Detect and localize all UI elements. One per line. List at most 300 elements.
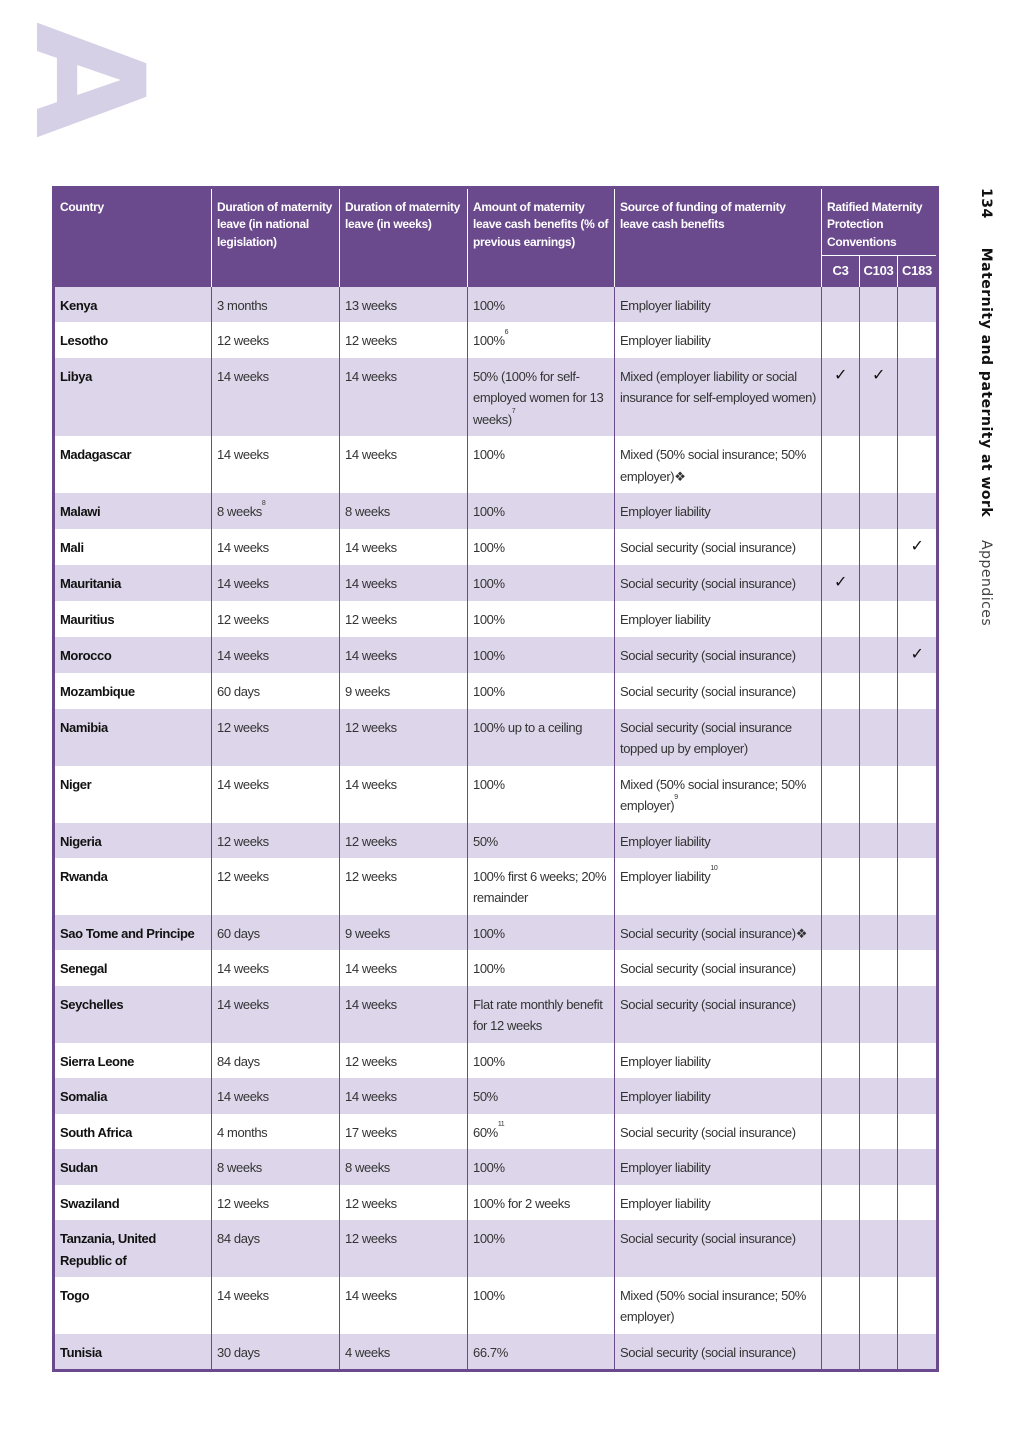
legislation-duration-cell-text: 12 weeks	[217, 869, 269, 884]
c3-ratified-cell	[822, 493, 860, 528]
country-cell-text: Senegal	[60, 961, 108, 977]
funding-source-cell	[615, 1334, 822, 1371]
country-cell	[54, 287, 212, 322]
weeks-duration-cell-text: 14 weeks	[345, 776, 397, 792]
country-cell	[54, 1114, 212, 1149]
footnote-marker: 11	[497, 1120, 505, 1128]
legislation-duration-cell	[212, 1078, 340, 1113]
legislation-duration-cell	[212, 1043, 340, 1078]
table-row	[54, 529, 938, 565]
footnote-marker: 9	[674, 794, 678, 802]
weeks-duration-cell	[340, 493, 468, 528]
weeks-duration-cell-text: 14 weeks	[345, 961, 397, 977]
benefit-amount-cell	[468, 529, 615, 565]
weeks-duration-cell-text: 9 weeks	[345, 684, 390, 700]
benefit-amount-cell-text: Flat rate monthly benefit for 12 weeks	[473, 996, 603, 1034]
country-cell	[54, 601, 212, 636]
c103-ratified-cell	[860, 1043, 898, 1078]
c103-ratified-cell	[860, 1277, 898, 1334]
table-row	[54, 322, 938, 357]
funding-source-cell	[615, 436, 822, 493]
legislation-duration-cell	[212, 601, 340, 636]
weeks-duration-cell	[340, 823, 468, 858]
page-number: 134	[978, 188, 994, 219]
country-cell-text: Morocco	[60, 647, 112, 663]
benefit-amount-cell	[468, 915, 615, 950]
legislation-duration-cell-text: 14 weeks	[217, 996, 269, 1012]
legislation-duration-cell-text: 14 weeks	[217, 1089, 269, 1105]
weeks-duration-cell	[340, 915, 468, 950]
c183-ratified-cell	[898, 493, 938, 528]
country-cell-text: Rwanda	[60, 869, 108, 884]
funding-source-cell-text: Social security (social insurance)	[620, 961, 796, 977]
footnote-marker: 10	[710, 865, 718, 872]
table-row	[54, 823, 938, 858]
country-cell-text: Madagascar	[60, 447, 132, 463]
weeks-duration-cell	[340, 1220, 468, 1277]
c3-ratified-cell	[822, 915, 860, 950]
table-row	[54, 986, 938, 1043]
book-title: Maternity and paternity at work	[978, 247, 994, 518]
c183-ratified-cell	[898, 1220, 938, 1277]
c3-ratified-cell-text: ✓	[833, 366, 847, 384]
c103-ratified-cell	[860, 565, 898, 601]
funding-source-cell-text: Social security (social insurance)	[620, 996, 796, 1012]
funding-source-cell	[615, 601, 822, 636]
country-cell-text: Nigeria	[60, 833, 102, 849]
funding-source-cell	[615, 766, 822, 823]
country-cell	[54, 823, 212, 858]
legislation-duration-cell-text: 14 weeks	[217, 961, 269, 977]
c103-ratified-cell	[860, 601, 898, 636]
benefit-amount-cell	[468, 1149, 615, 1184]
legislation-duration-cell	[212, 1114, 340, 1149]
c3-ratified-cell	[822, 766, 860, 823]
c3-ratified-cell	[822, 1043, 860, 1078]
c103-ratified-cell	[860, 915, 898, 950]
funding-source-cell-text: Social security (social insurance)	[620, 1124, 796, 1140]
table-row	[54, 858, 938, 915]
legislation-duration-cell-text: 84 days	[217, 1053, 260, 1069]
benefit-amount-cell-text: 100%	[473, 504, 505, 520]
benefit-amount-cell-text: 100%	[473, 1231, 505, 1247]
legislation-duration-cell	[212, 1334, 340, 1371]
c103-ratified-cell	[860, 637, 898, 673]
weeks-duration-cell-text: 12 weeks	[345, 333, 397, 349]
benefit-amount-cell	[468, 1078, 615, 1113]
funding-source-cell-text: Mixed (employer liability or social insurance for self-employed women)	[620, 368, 816, 406]
country-cell-text: Libya	[60, 368, 92, 384]
legislation-duration-cell-text: 14 weeks	[217, 368, 269, 384]
legislation-duration-cell	[212, 358, 340, 436]
funding-source-cell	[615, 1220, 822, 1277]
country-cell	[54, 1334, 212, 1371]
weeks-duration-cell	[340, 358, 468, 436]
funding-source-cell	[615, 1114, 822, 1149]
weeks-duration-cell-text: 12 weeks	[345, 869, 397, 884]
benefit-amount-cell	[468, 986, 615, 1043]
table-row	[54, 1114, 938, 1149]
funding-source-cell	[615, 915, 822, 950]
benefit-amount-cell-text: 100% for 2 weeks	[473, 1195, 570, 1211]
c3-ratified-cell	[822, 1078, 860, 1113]
country-cell	[54, 986, 212, 1043]
funding-source-cell	[615, 1078, 822, 1113]
table-row	[54, 673, 938, 708]
header-country: Country	[54, 188, 212, 288]
c183-ratified-cell-text: ✓	[910, 645, 924, 663]
country-cell-text: Lesotho	[60, 333, 108, 349]
funding-source-cell	[615, 1277, 822, 1334]
c3-ratified-cell	[822, 436, 860, 493]
country-cell	[54, 1149, 212, 1184]
legislation-duration-cell-text: 8 weeks	[217, 504, 262, 520]
benefit-amount-cell-text: 100%	[473, 926, 505, 941]
funding-source-cell-text: Employer liability	[620, 1160, 711, 1176]
weeks-duration-cell	[340, 1149, 468, 1184]
country-cell	[54, 1185, 212, 1220]
benefit-amount-cell-text: 100%	[473, 447, 505, 463]
benefit-amount-cell	[468, 1185, 615, 1220]
c183-ratified-cell	[898, 1043, 938, 1078]
benefit-amount-cell	[468, 1114, 615, 1149]
maternity-leave-table	[52, 186, 939, 1372]
benefit-amount-cell-text: 100%	[473, 1160, 505, 1176]
funding-source-cell	[615, 1043, 822, 1078]
country-cell	[54, 673, 212, 708]
c3-ratified-cell	[822, 637, 860, 673]
weeks-duration-cell-text: 13 weeks	[345, 298, 397, 314]
funding-source-cell	[615, 529, 822, 565]
c103-ratified-cell-text: ✓	[871, 366, 885, 384]
country-cell-text: Tunisia	[60, 1344, 102, 1360]
c183-ratified-cell	[898, 823, 938, 858]
header-c103: C103	[860, 256, 898, 287]
country-cell-text: Kenya	[60, 298, 98, 314]
benefit-amount-cell-text: 100%	[473, 612, 505, 628]
weeks-duration-cell-text: 9 weeks	[345, 926, 390, 941]
benefit-amount-cell	[468, 601, 615, 636]
funding-source-cell-text: Social security (social insurance)	[620, 539, 796, 555]
benefit-amount-cell	[468, 1043, 615, 1078]
c183-ratified-cell	[898, 1277, 938, 1334]
weeks-duration-cell-text: 8 weeks	[345, 1160, 390, 1176]
table-row	[54, 950, 938, 985]
c3-ratified-cell	[822, 986, 860, 1043]
c183-ratified-cell	[898, 565, 938, 601]
table-row	[54, 1220, 938, 1277]
legislation-duration-cell-text: 12 weeks	[217, 719, 269, 735]
table-row	[54, 1277, 938, 1334]
funding-source-cell-text: Employer liability	[620, 612, 711, 628]
legislation-duration-cell-text: 12 weeks	[217, 833, 269, 849]
c3-ratified-cell	[822, 322, 860, 357]
funding-source-cell-text: Mixed (50% social insurance; 50% employer)	[620, 1287, 806, 1325]
funding-source-cell	[615, 986, 822, 1043]
legislation-duration-cell	[212, 823, 340, 858]
benefit-amount-cell-text: 50%	[473, 833, 498, 849]
weeks-duration-cell-text: 4 weeks	[345, 1344, 390, 1360]
legislation-duration-cell	[212, 1220, 340, 1277]
weeks-duration-cell-text: 12 weeks	[345, 1195, 397, 1211]
benefit-amount-cell	[468, 322, 615, 357]
funding-source-cell	[615, 358, 822, 436]
funding-source-cell-text: Social security (social insurance)	[620, 576, 796, 592]
weeks-duration-cell	[340, 1114, 468, 1149]
legislation-duration-cell	[212, 1185, 340, 1220]
legislation-duration-cell	[212, 858, 340, 915]
header-c3: C3	[822, 256, 860, 287]
legislation-duration-cell-text: 8 weeks	[217, 1160, 262, 1176]
legislation-duration-cell	[212, 709, 340, 766]
table-row	[54, 1043, 938, 1078]
country-cell-text: Tanzania, United Republic of	[60, 1231, 156, 1268]
weeks-duration-cell-text: 12 weeks	[345, 719, 397, 735]
weeks-duration-cell	[340, 287, 468, 322]
funding-source-cell-text: Employer liability	[620, 333, 711, 349]
table-row	[54, 766, 938, 823]
c183-ratified-cell	[898, 436, 938, 493]
country-cell	[54, 709, 212, 766]
c183-ratified-cell	[898, 1149, 938, 1184]
benefit-amount-cell	[468, 358, 615, 436]
benefit-amount-cell-text: 100%	[473, 576, 505, 592]
benefit-amount-cell	[468, 436, 615, 493]
c103-ratified-cell	[860, 823, 898, 858]
legislation-duration-cell-text: 12 weeks	[217, 333, 269, 349]
c3-ratified-cell	[822, 858, 860, 915]
benefit-amount-cell-text: 50%	[473, 1089, 498, 1105]
country-cell	[54, 915, 212, 950]
funding-source-cell	[615, 493, 822, 528]
funding-source-cell	[615, 858, 822, 915]
c103-ratified-cell	[860, 766, 898, 823]
header-duration-legislation: Duration of maternity leave (in national legislation)	[212, 188, 340, 288]
c103-ratified-cell	[860, 436, 898, 493]
weeks-duration-cell-text: 14 weeks	[345, 539, 397, 555]
table-body	[54, 287, 938, 1371]
weeks-duration-cell	[340, 436, 468, 493]
funding-source-cell-text: Social security (social insurance)	[620, 647, 796, 663]
country-cell	[54, 322, 212, 357]
c3-ratified-cell-text: ✓	[833, 574, 847, 592]
country-cell-text: Niger	[60, 776, 92, 792]
benefit-amount-cell	[468, 709, 615, 766]
header-duration-weeks: Duration of maternity leave (in weeks)	[340, 188, 468, 288]
funding-source-cell-text: Employer liability	[620, 1089, 711, 1105]
table-row	[54, 601, 938, 636]
funding-source-cell-text: Social security (social insurance)	[620, 1231, 796, 1247]
benefit-amount-cell-text: 100%	[473, 1287, 505, 1303]
legislation-duration-cell	[212, 1149, 340, 1184]
weeks-duration-cell	[340, 1185, 468, 1220]
legislation-duration-cell	[212, 565, 340, 601]
weeks-duration-cell	[340, 565, 468, 601]
funding-source-cell	[615, 287, 822, 322]
country-cell-text: Seychelles	[60, 996, 124, 1012]
table-row	[54, 1078, 938, 1113]
funding-source-cell-text: Mixed (50% social insurance; 50% employer)❖	[620, 447, 806, 484]
benefit-amount-cell	[468, 637, 615, 673]
legislation-duration-cell-text: 30 days	[217, 1344, 260, 1360]
funding-source-cell	[615, 565, 822, 601]
c183-ratified-cell	[898, 1334, 938, 1371]
legislation-duration-cell	[212, 673, 340, 708]
country-cell-text: Swaziland	[60, 1195, 120, 1211]
table-row	[54, 1185, 938, 1220]
benefit-amount-cell-text: 60%	[473, 1124, 498, 1140]
benefit-amount-cell	[468, 1277, 615, 1334]
funding-source-cell-text: Social security (social insurance)❖	[620, 926, 807, 941]
c3-ratified-cell	[822, 358, 860, 436]
weeks-duration-cell-text: 12 weeks	[345, 1053, 397, 1069]
benefit-amount-cell-text: 100%	[473, 961, 505, 977]
country-cell-text: Mauritania	[60, 576, 122, 592]
c3-ratified-cell	[822, 1334, 860, 1371]
legislation-duration-cell	[212, 766, 340, 823]
legislation-duration-cell	[212, 637, 340, 673]
header-source: Source of funding of maternity leave cash benefits	[615, 188, 822, 288]
funding-source-cell	[615, 673, 822, 708]
c183-ratified-cell	[898, 322, 938, 357]
c103-ratified-cell	[860, 529, 898, 565]
funding-source-cell	[615, 637, 822, 673]
weeks-duration-cell	[340, 529, 468, 565]
page-side-label	[978, 188, 994, 626]
country-cell	[54, 1277, 212, 1334]
funding-source-cell-text: Social security (social insurance)	[620, 684, 796, 700]
c3-ratified-cell	[822, 1220, 860, 1277]
benefit-amount-cell-text: 100%	[473, 776, 505, 792]
weeks-duration-cell	[340, 673, 468, 708]
benefit-amount-cell-text: 100%	[473, 1053, 505, 1069]
legislation-duration-cell-text: 14 weeks	[217, 647, 269, 663]
country-cell-text: Namibia	[60, 719, 108, 735]
weeks-duration-cell	[340, 637, 468, 673]
country-cell-text: Sierra Leone	[60, 1053, 134, 1069]
funding-source-cell-text: Employer liability	[620, 869, 711, 884]
legislation-duration-cell-text: 14 weeks	[217, 447, 269, 463]
benefit-amount-cell-text: 100%	[473, 298, 505, 314]
c3-ratified-cell	[822, 529, 860, 565]
legislation-duration-cell	[212, 287, 340, 322]
country-cell	[54, 1220, 212, 1277]
weeks-duration-cell	[340, 601, 468, 636]
benefit-amount-cell-text: 66.7%	[473, 1344, 508, 1360]
weeks-duration-cell	[340, 986, 468, 1043]
benefit-amount-cell	[468, 287, 615, 322]
weeks-duration-cell-text: 14 weeks	[345, 1287, 397, 1303]
funding-source-cell	[615, 823, 822, 858]
c183-ratified-cell	[898, 1114, 938, 1149]
c103-ratified-cell	[860, 673, 898, 708]
legislation-duration-cell-text: 3 months	[217, 298, 268, 314]
funding-source-cell	[615, 950, 822, 985]
country-cell	[54, 1043, 212, 1078]
country-cell	[54, 436, 212, 493]
c103-ratified-cell	[860, 358, 898, 436]
funding-source-cell	[615, 1149, 822, 1184]
header-amount: Amount of maternity leave cash benefits (% of previous earnings)	[468, 188, 615, 288]
benefit-amount-cell-text: 100%	[473, 539, 505, 555]
section-letter: A	[1, 21, 175, 139]
c103-ratified-cell	[860, 493, 898, 528]
funding-source-cell-text: Employer liability	[620, 1195, 711, 1211]
benefit-amount-cell	[468, 1334, 615, 1371]
funding-source-cell-text: Mixed (50% social insurance; 50% employer)	[620, 776, 806, 814]
country-cell-text: Mali	[60, 539, 84, 555]
funding-source-cell-text: Employer liability	[620, 298, 711, 314]
country-cell	[54, 493, 212, 528]
legislation-duration-cell	[212, 493, 340, 528]
legislation-duration-cell-text: 84 days	[217, 1231, 260, 1247]
legislation-duration-cell-text: 60 days	[217, 926, 260, 941]
country-cell	[54, 858, 212, 915]
benefit-amount-cell	[468, 858, 615, 915]
legislation-duration-cell-text: 14 weeks	[217, 776, 269, 792]
c183-ratified-cell	[898, 709, 938, 766]
table-row	[54, 436, 938, 493]
c3-ratified-cell	[822, 1114, 860, 1149]
c183-ratified-cell	[898, 1078, 938, 1113]
country-cell-text: South Africa	[60, 1124, 133, 1140]
legislation-duration-cell-text: 14 weeks	[217, 539, 269, 555]
footnote-marker: 7	[511, 407, 516, 415]
legislation-duration-cell-text: 60 days	[217, 684, 260, 700]
country-cell	[54, 358, 212, 436]
weeks-duration-cell	[340, 1334, 468, 1371]
weeks-duration-cell-text: 14 weeks	[345, 647, 397, 663]
legislation-duration-cell	[212, 436, 340, 493]
c3-ratified-cell	[822, 709, 860, 766]
benefit-amount-cell	[468, 673, 615, 708]
benefit-amount-cell-text: 100% up to a ceiling	[473, 719, 583, 735]
weeks-duration-cell-text: 14 weeks	[345, 1089, 397, 1105]
header-ratified: Ratified Maternity Protection Conventions	[822, 188, 938, 256]
weeks-duration-cell-text: 14 weeks	[345, 447, 397, 463]
c183-ratified-cell	[898, 601, 938, 636]
table-row	[54, 915, 938, 950]
c3-ratified-cell	[822, 287, 860, 322]
funding-source-cell	[615, 1185, 822, 1220]
c103-ratified-cell	[860, 858, 898, 915]
footnote-marker: 6	[504, 329, 509, 337]
c183-ratified-cell	[898, 673, 938, 708]
table-row	[54, 287, 938, 322]
benefit-amount-cell-text: 100% first 6 weeks; 20% remainder	[473, 869, 607, 906]
c183-ratified-cell	[898, 358, 938, 436]
weeks-duration-cell	[340, 1078, 468, 1113]
benefit-amount-cell	[468, 766, 615, 823]
funding-source-cell-text: Employer liability	[620, 833, 711, 849]
benefit-amount-cell	[468, 493, 615, 528]
c103-ratified-cell	[860, 709, 898, 766]
weeks-duration-cell-text: 8 weeks	[345, 504, 390, 520]
country-cell	[54, 637, 212, 673]
c3-ratified-cell	[822, 1277, 860, 1334]
c103-ratified-cell	[860, 1149, 898, 1184]
country-cell	[54, 766, 212, 823]
benefit-amount-cell-text: 100%	[473, 333, 505, 349]
c103-ratified-cell	[860, 1220, 898, 1277]
weeks-duration-cell	[340, 709, 468, 766]
benefit-amount-cell	[468, 823, 615, 858]
c3-ratified-cell	[822, 673, 860, 708]
c183-ratified-cell	[898, 986, 938, 1043]
funding-source-cell-text: Employer liability	[620, 1053, 711, 1069]
c103-ratified-cell	[860, 1114, 898, 1149]
c183-ratified-cell	[898, 637, 938, 673]
